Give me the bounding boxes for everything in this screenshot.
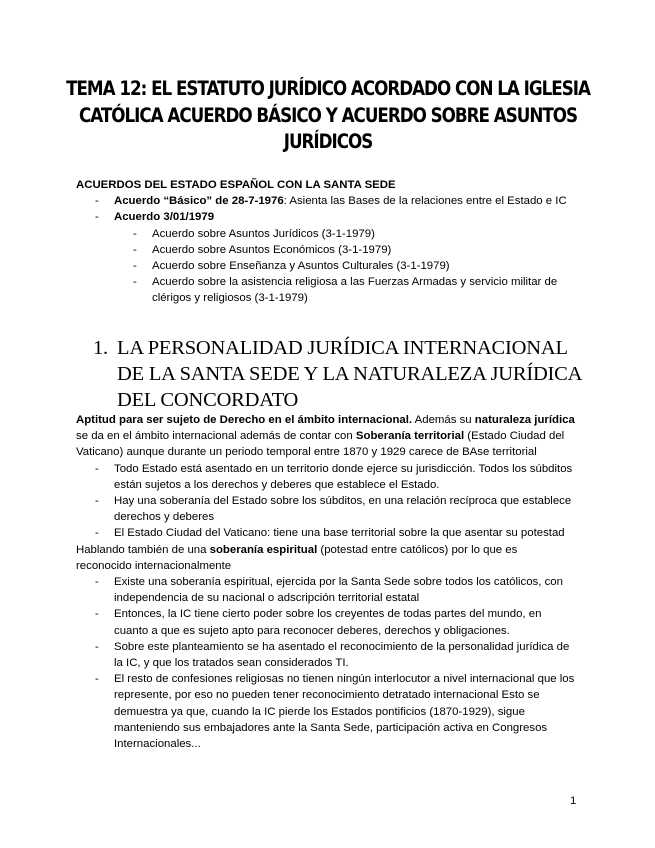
section-1-body xyxy=(76,412,576,752)
list-item: - Todo Estado está asentado en un territorio donde ejerce su jurisdicción. Todos los súbditos están sujetos a los derechos y deberes que establece el Estado. xyxy=(76,461,576,493)
list-item xyxy=(76,209,576,225)
acuerdos-heading: ACUERDOS DEL ESTADO ESPAÑOL CON LA SANTA SEDE xyxy=(76,179,396,191)
page-title xyxy=(61,76,596,156)
acuerdos-sublist xyxy=(76,226,576,307)
list-item: - Entonces, la IC tiene cierto poder sobre los creyentes de todas partes del mundo, en cuanto a que es sujeto apto para reconocer deberes, derechos y obligaciones. xyxy=(76,606,576,638)
text: se da en el ámbito internacional además de contar con xyxy=(76,430,356,443)
bold-text: naturaleza jurídica xyxy=(474,414,575,426)
list-item: - Existe una soberanía espiritual, ejercida por la Santa Sede sobre todos los católicos, con independencia de su nacional o adscripción territorial estatal xyxy=(76,574,576,606)
section-number: 1. xyxy=(93,337,108,359)
territorial-list xyxy=(76,461,576,542)
list-item xyxy=(76,193,576,209)
paragraph-aptitud xyxy=(76,412,576,461)
acuerdo-1979-label: Acuerdo 3/01/1979 xyxy=(114,211,215,224)
section-1-heading xyxy=(95,335,595,413)
text: (Estado Ciudad del Vaticano) aunque durante un periodo temporal entre 1870 y 1929 carece de BAse territorial xyxy=(76,430,565,459)
section-heading-text: LA PERSONALIDAD JURÍDICA INTERNACIONAL DE LA SANTA SEDE Y LA NATURALEZA JURÍDICA DEL CONCORDATO xyxy=(117,337,582,411)
list-item: - Acuerdo sobre Asuntos Jurídicos (3-1-1979) xyxy=(76,226,576,242)
page-number: 1 xyxy=(570,795,577,807)
list-item: - Hay una soberanía del Estado sobre los súbditos, en una relación recíproca que establece derechos y deberes xyxy=(76,493,576,525)
acuerdo-basico-text: : Asienta las Bases de la relaciones entre el Estado e IC xyxy=(283,195,567,208)
list-item: - Acuerdo sobre Asuntos Económicos (3-1-1979) xyxy=(76,242,576,258)
bold-text: Aptitud para ser sujeto de Derecho en el ámbito internacional. xyxy=(76,414,413,426)
acuerdo-basico-label: Acuerdo “Básico” de 28-7-1976 xyxy=(114,195,284,208)
title-line-1: TEMA 12: EL ESTATUTO JURÍDICO ACORDADO CON LA IGLESIA xyxy=(66,77,590,100)
title-line-2: CATÓLICA ACUERDO BÁSICO Y ACUERDO SOBRE ASUNTOS xyxy=(78,103,578,127)
list-item: - Acuerdo sobre la asistencia religiosa a las Fuerzas Armadas y servicio militar de clérigos y religiosos (3-1-1979) xyxy=(76,274,576,306)
bold-text: soberanía espiritual xyxy=(209,543,318,556)
paragraph-soberania-espiritual xyxy=(76,542,576,574)
title-line-3: JURÍDICOS xyxy=(283,130,373,153)
acuerdos-section xyxy=(76,177,576,307)
bold-text: Soberanía territorial xyxy=(355,430,465,443)
list-item: - Sobre este planteamiento se ha asentado el reconocimiento de la personalidad jurídica de la IC, y que los tratados sean considerados TI. xyxy=(76,639,576,671)
list-item: - El Estado Ciudad del Vaticano: tiene una base territorial sobre la que asentar su potestad xyxy=(76,525,576,541)
text: Hablando también de una xyxy=(76,543,210,556)
list-item: - Acuerdo sobre Enseñanza y Asuntos Culturales (3-1-1979) xyxy=(76,258,576,274)
acuerdos-list xyxy=(76,193,576,225)
text: Además su xyxy=(412,414,475,426)
text: (potestad entre católicos) por lo que es reconocido internacionalmente xyxy=(76,543,518,572)
espiritual-list xyxy=(76,574,576,752)
list-item: - El resto de confesiones religiosas no tienen ningún interlocutor a nivel internacional que los represente, por eso no pueden tener reconocimiento detratado internacional Esto se demuestra ya que, cuando la IC pierde los Estados pontificios (1870-1929), sigue manteniendo sus embajadores ante la Santa Sede, participación activa en Congresos Internacionales... xyxy=(76,671,576,752)
